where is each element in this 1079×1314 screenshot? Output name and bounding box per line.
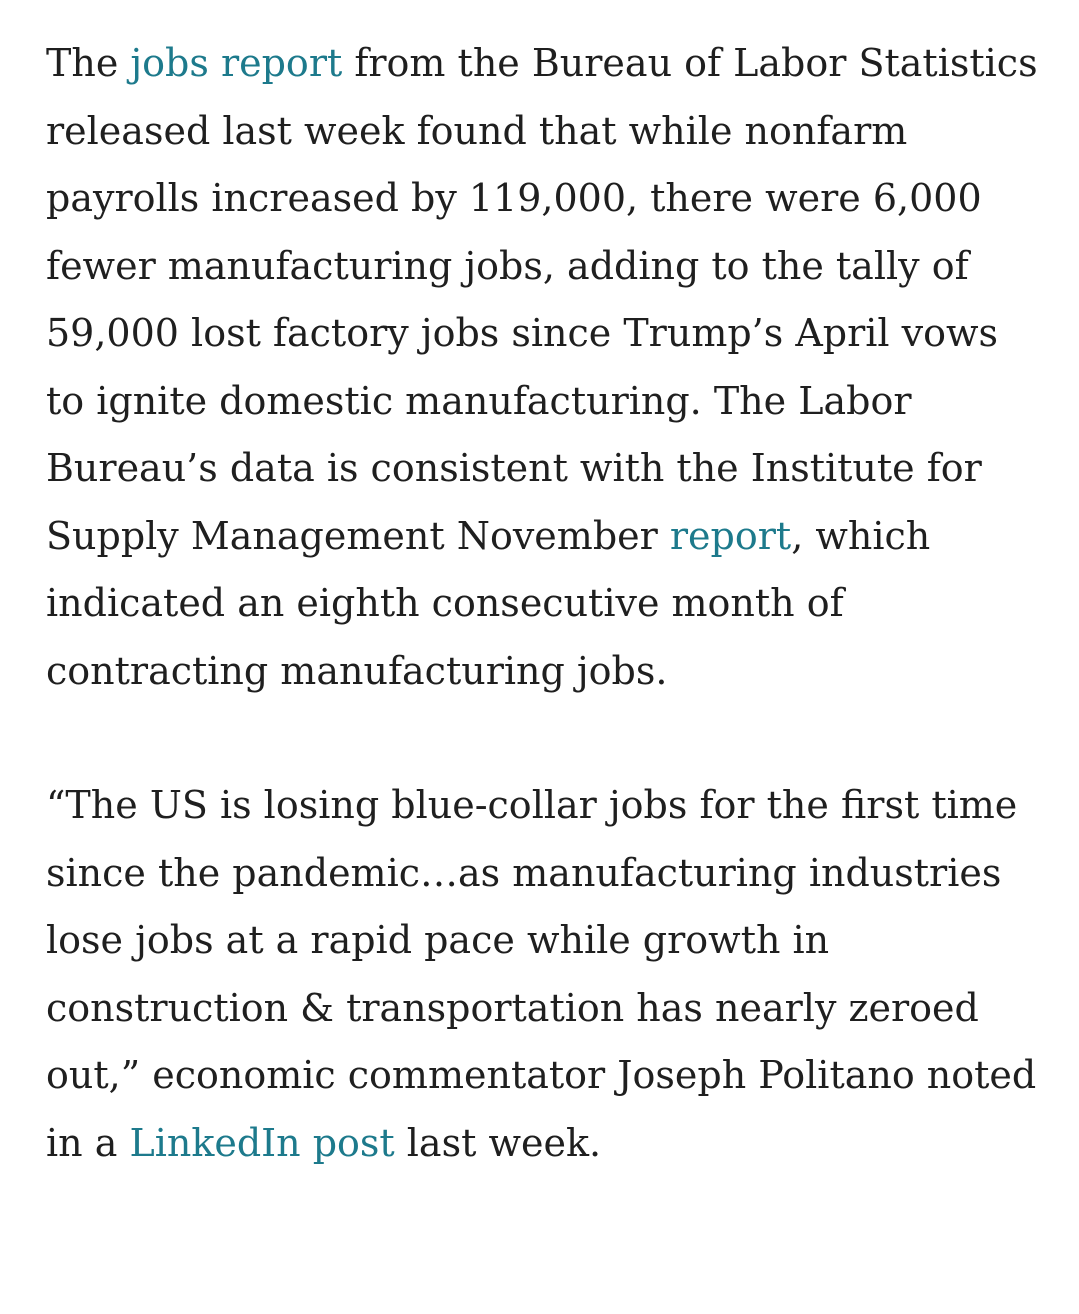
paragraph-text: from the Bureau of Labor Statistics released last week found that while nonfarm payrolls increased by 119,000, there were 6,000 fewer manufacturing jobs, adding to the tally of 59,000 lost factory jobs since Trump’s April vows to ignite domestic manufacturing. The Labor Bureau’s data is consistent with the Institute for Supply Management November bbox=[46, 41, 1038, 558]
paragraph-text: last week. bbox=[394, 1120, 602, 1165]
paragraph-text: The bbox=[46, 41, 131, 85]
paragraph-jobs-report bbox=[46, 30, 1046, 705]
quote-text: “The US is losing blue-collar jobs for the first time since the pandemic…as manufacturing industries lose jobs at a rapid pace while growth in construction & transportation has nearly zeroed out,” economic commentator Joseph Politano noted in a bbox=[46, 783, 1037, 1165]
paragraph-politano-quote bbox=[46, 772, 1046, 1177]
article-body bbox=[46, 30, 1046, 1177]
linkedin-post-link[interactable]: LinkedIn post bbox=[129, 1120, 395, 1165]
jobs-report-link[interactable]: jobs report bbox=[130, 41, 343, 85]
ism-report-link[interactable]: report bbox=[669, 513, 792, 558]
paragraph-text: , which indicated an eighth consecutive month of contracting manufacturing jobs. bbox=[46, 513, 931, 693]
